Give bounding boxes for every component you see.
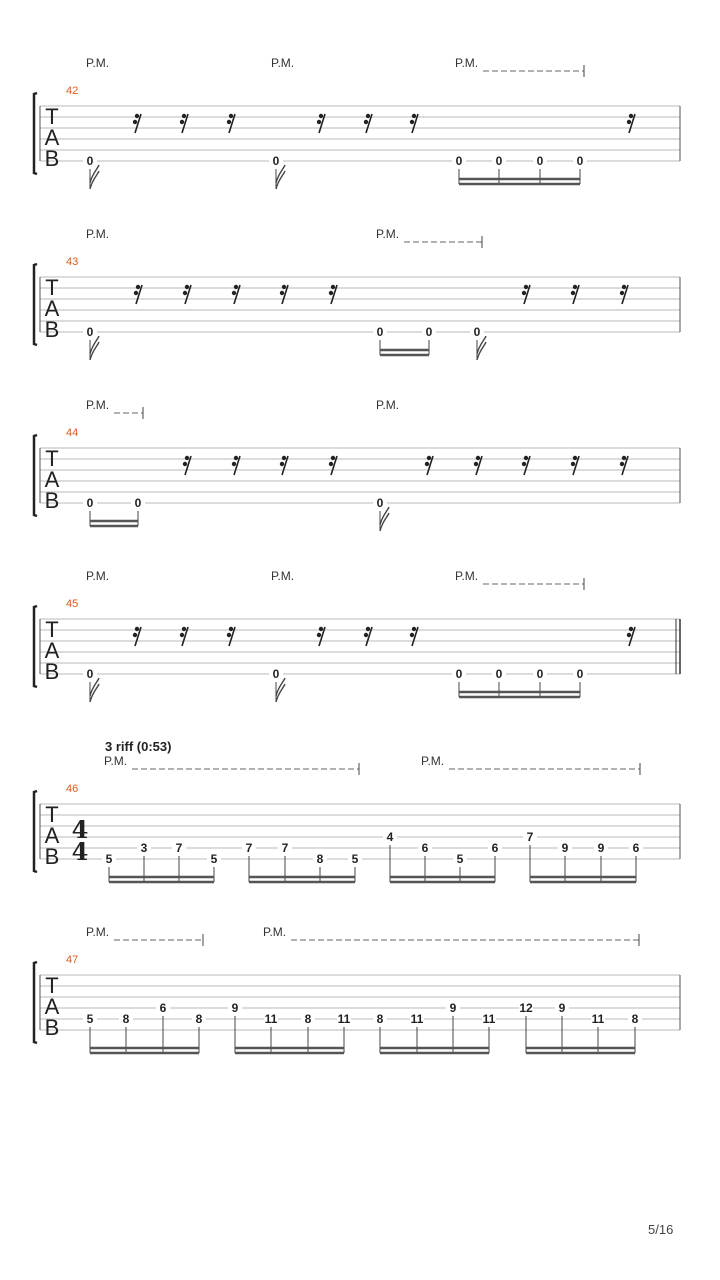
fret-number: 0 <box>536 667 544 681</box>
fret-number: 9 <box>597 841 605 855</box>
rest-dot <box>282 456 286 460</box>
palm-mute-label: P.M. <box>86 398 110 412</box>
rest-dot <box>571 462 575 466</box>
tab-clef-letter: A <box>44 994 60 1019</box>
fret-number: 0 <box>473 325 481 339</box>
palm-mute-label: P.M. <box>86 925 110 939</box>
tab-clef-letter: A <box>44 638 60 663</box>
system-bracket <box>34 264 37 345</box>
rest-dot <box>573 285 577 289</box>
rest-dot <box>366 114 370 118</box>
fret-number: 0 <box>576 154 584 168</box>
fret-number: 7 <box>175 841 183 855</box>
fret-number: 0 <box>86 325 94 339</box>
rest-dot <box>133 633 137 637</box>
time-signature-digit: 4 <box>71 815 89 844</box>
bar-number: 46 <box>66 783 79 795</box>
rest-dot <box>629 627 633 631</box>
fret-number: 7 <box>281 841 289 855</box>
rest-dot <box>180 633 184 637</box>
rest-dot <box>329 291 333 295</box>
rest-dot <box>135 114 139 118</box>
fret-number: 3 <box>140 841 148 855</box>
rest-dot <box>627 120 631 124</box>
fret-number: 0 <box>425 325 433 339</box>
tab-clef-letter: B <box>44 844 60 869</box>
fret-number: 0 <box>86 154 94 168</box>
palm-mute-label: P.M. <box>104 754 128 768</box>
tab-clef-letter: A <box>44 467 60 492</box>
palm-mute-label: P.M. <box>86 56 110 70</box>
palm-mute-label: P.M. <box>421 754 445 768</box>
tab-clef-letter: B <box>44 488 60 513</box>
palm-mute-label: P.M. <box>86 569 110 583</box>
tab-system-42 <box>34 56 680 189</box>
page-number: 5/16 <box>648 1222 674 1237</box>
fret-number: 8 <box>316 852 324 866</box>
rest-dot <box>331 285 335 289</box>
tab-clef-letter: B <box>44 1015 60 1040</box>
rest-dot <box>227 120 231 124</box>
tab-clef-letter: B <box>44 146 60 171</box>
rest-dot <box>232 291 236 295</box>
rest-dot <box>280 462 284 466</box>
rest-dot <box>522 462 526 466</box>
fret-number: 5 <box>86 1012 94 1026</box>
tab-clef-letter: T <box>45 446 59 471</box>
rest-dot <box>524 456 528 460</box>
fret-number: 11 <box>591 1012 605 1026</box>
bar-number: 45 <box>66 598 79 610</box>
fret-number: 0 <box>576 667 584 681</box>
fret-number: 4 <box>386 830 394 844</box>
fret-number: 5 <box>351 852 359 866</box>
rest-dot <box>317 633 321 637</box>
rest-dot <box>282 285 286 289</box>
fret-number: 0 <box>272 154 280 168</box>
rest-dot <box>135 627 139 631</box>
rest-dot <box>317 120 321 124</box>
rest-dot <box>185 456 189 460</box>
rest-dot <box>364 633 368 637</box>
fret-number: 12 <box>519 1001 533 1015</box>
bar-number: 42 <box>66 85 79 97</box>
system-bracket <box>34 435 37 516</box>
tab-clef-letter: T <box>45 104 59 129</box>
fret-number: 8 <box>631 1012 639 1026</box>
rest-dot <box>620 291 624 295</box>
palm-mute-label: P.M. <box>271 56 295 70</box>
rest-dot <box>622 456 626 460</box>
tab-clef-letter: B <box>44 317 60 342</box>
tab-system-46 <box>34 739 680 882</box>
rest-dot <box>476 456 480 460</box>
rest-dot <box>331 456 335 460</box>
tab-system-43 <box>34 227 680 360</box>
bar-number: 44 <box>66 427 79 439</box>
rest-dot <box>185 285 189 289</box>
rest-dot <box>183 291 187 295</box>
rest-dot <box>134 291 138 295</box>
system-bracket <box>34 93 37 174</box>
fret-number: 0 <box>272 667 280 681</box>
rest-dot <box>229 627 233 631</box>
palm-mute-label: P.M. <box>376 398 400 412</box>
tab-clef-letter: T <box>45 973 59 998</box>
rest-dot <box>183 462 187 466</box>
rest-dot <box>410 633 414 637</box>
rest-dot <box>524 285 528 289</box>
rest-dot <box>620 462 624 466</box>
fret-number: 8 <box>195 1012 203 1026</box>
rest-dot <box>622 285 626 289</box>
fret-number: 7 <box>245 841 253 855</box>
rest-dot <box>412 627 416 631</box>
palm-mute-label: P.M. <box>263 925 287 939</box>
fret-number: 7 <box>526 830 534 844</box>
fret-number: 5 <box>105 852 113 866</box>
rest-dot <box>627 633 631 637</box>
rest-dot <box>319 114 323 118</box>
fret-number: 0 <box>134 496 142 510</box>
section-label: 3 riff (0:53) <box>105 739 172 754</box>
fret-number: 6 <box>632 841 640 855</box>
tab-system-45 <box>34 569 680 702</box>
rest-dot <box>364 120 368 124</box>
fret-number: 8 <box>122 1012 130 1026</box>
rest-dot <box>410 120 414 124</box>
tab-clef-letter: A <box>44 823 60 848</box>
fret-number: 0 <box>376 325 384 339</box>
tab-system-44 <box>34 398 680 531</box>
rest-dot <box>229 114 233 118</box>
fret-number: 9 <box>561 841 569 855</box>
palm-mute-label: P.M. <box>455 569 479 583</box>
fret-number: 11 <box>482 1012 496 1026</box>
rest-dot <box>227 633 231 637</box>
fret-number: 8 <box>304 1012 312 1026</box>
rest-dot <box>280 291 284 295</box>
rest-dot <box>232 462 236 466</box>
tab-clef-letter: T <box>45 802 59 827</box>
fret-number: 6 <box>159 1001 167 1015</box>
rest-dot <box>629 114 633 118</box>
rest-dot <box>234 456 238 460</box>
rest-dot <box>133 120 137 124</box>
rest-dot <box>427 456 431 460</box>
fret-number: 0 <box>376 496 384 510</box>
fret-number: 6 <box>421 841 429 855</box>
fret-number: 0 <box>455 154 463 168</box>
rest-dot <box>136 285 140 289</box>
rest-dot <box>522 291 526 295</box>
fret-number: 11 <box>264 1012 278 1026</box>
fret-number: 9 <box>449 1001 457 1015</box>
rest-dot <box>234 285 238 289</box>
fret-number: 8 <box>376 1012 384 1026</box>
tab-clef-letter: T <box>45 617 59 642</box>
fret-number: 11 <box>337 1012 351 1026</box>
tab-clef-letter: B <box>44 659 60 684</box>
fret-number: 5 <box>210 852 218 866</box>
rest-dot <box>319 627 323 631</box>
system-bracket <box>34 606 37 687</box>
tab-clef-letter: T <box>45 275 59 300</box>
fret-number: 9 <box>231 1001 239 1015</box>
palm-mute-label: P.M. <box>455 56 479 70</box>
fret-number: 0 <box>495 154 503 168</box>
rest-dot <box>366 627 370 631</box>
tab-system-47 <box>34 925 680 1053</box>
palm-mute-label: P.M. <box>86 227 110 241</box>
tab-clef-letter: A <box>44 296 60 321</box>
tab-clef-letter: A <box>44 125 60 150</box>
bar-number: 43 <box>66 256 79 268</box>
rest-dot <box>329 462 333 466</box>
rest-dot <box>412 114 416 118</box>
rest-dot <box>180 120 184 124</box>
rest-dot <box>474 462 478 466</box>
rest-dot <box>571 291 575 295</box>
fret-number: 0 <box>536 154 544 168</box>
system-bracket <box>34 791 37 872</box>
bar-number: 47 <box>66 954 79 966</box>
fret-number: 11 <box>410 1012 424 1026</box>
time-signature-digit: 4 <box>71 837 89 866</box>
fret-number: 0 <box>495 667 503 681</box>
rest-dot <box>182 627 186 631</box>
fret-number: 0 <box>86 496 94 510</box>
fret-number: 6 <box>491 841 499 855</box>
fret-number: 0 <box>86 667 94 681</box>
fret-number: 9 <box>558 1001 566 1015</box>
rest-dot <box>573 456 577 460</box>
palm-mute-label: P.M. <box>376 227 400 241</box>
system-bracket <box>34 962 37 1043</box>
fret-number: 0 <box>455 667 463 681</box>
rest-dot <box>425 462 429 466</box>
fret-number: 5 <box>456 852 464 866</box>
palm-mute-label: P.M. <box>271 569 295 583</box>
rest-dot <box>182 114 186 118</box>
